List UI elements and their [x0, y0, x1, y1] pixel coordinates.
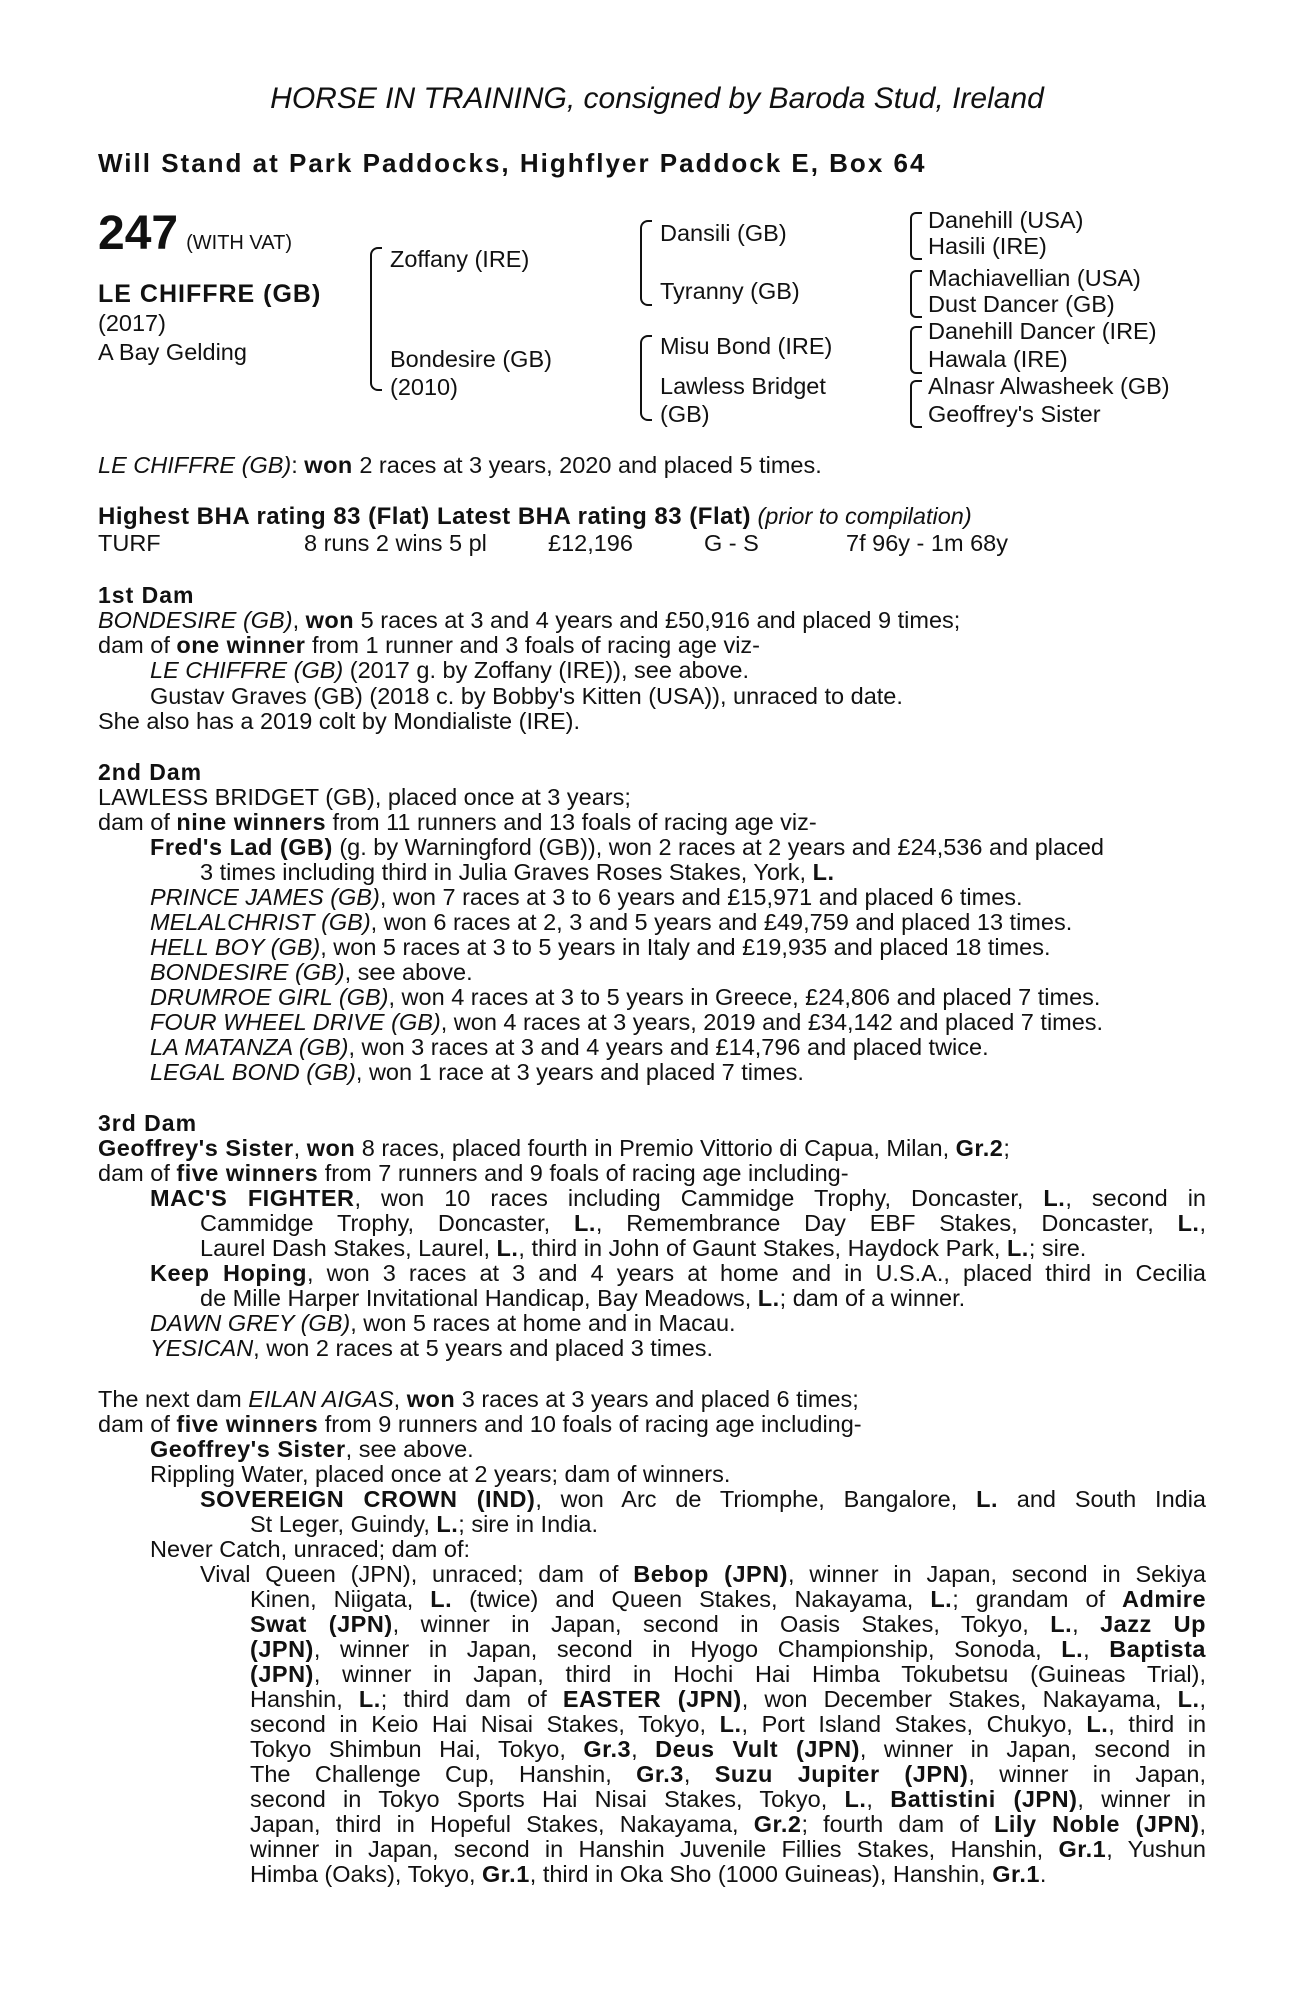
list-item: HELL BOY (GB), won 5 races at 3 to 5 years in Italy and £19,935 and placed 18 times. [150, 934, 1051, 960]
next-dam-line: Vival Queen (JPN), unraced; dam of Bebop (JPN), winner in Japan, second in Sekiya [200, 1561, 1207, 1587]
list-item: MELALCHRIST (GB), won 6 races at 2, 3 and 5 years and £49,759 and placed 13 times. [150, 909, 1073, 935]
next-dam-line: The next dam EILAN AIGAS, won 3 races at 3 years and placed 6 times; [98, 1386, 859, 1412]
horse-info [98, 280, 321, 367]
pedigree-sds: Machiavellian (USA) [928, 265, 1141, 291]
turf-record: TURF 8 runs 2 wins 5 pl £12,196 G - S 7f 96y - 1m 68y [98, 530, 1008, 556]
third-dam-line: dam of five winners from 7 runners and 9 foals of racing age including- [98, 1160, 849, 1186]
third-dam-heading: 3rd Dam [98, 1110, 198, 1136]
next-dam-line: SOVEREIGN CROWN (IND), won Arc de Triomphe, Bangalore, L. and South India [200, 1486, 1206, 1512]
next-dam-line: Swat (JPN), winner in Japan, second in Oasis Stakes, Tokyo, L., Jazz Up [250, 1611, 1206, 1637]
next-dam-line: (JPN), winner in Japan, third in Hochi Hai Himba Tokubetsu (Guineas Trial), [250, 1661, 1206, 1687]
third-dam-line: de Mille Harper Invitational Handicap, Bay Meadows, L.; dam of a winner. [200, 1285, 966, 1311]
next-dam-line: Himba (Oaks), Tokyo, Gr.1, third in Oka Sho (1000 Guineas), Hanshin, Gr.1. [250, 1861, 1047, 1887]
race-summary: LE CHIFFRE (GB): won 2 races at 3 years, 2020 and placed 5 times. [98, 452, 822, 478]
pedigree-dam-sire: Misu Bond (IRE) [660, 333, 833, 359]
next-dam-line: dam of five winners from 9 runners and 10 foals of racing age including- [98, 1411, 862, 1437]
next-dam-line: second in Keio Hai Nisai Stakes, Tokyo, L., Port Island Stakes, Chukyo, L., third in [250, 1711, 1207, 1737]
next-dam-line: (JPN), winner in Japan, second in Hyogo Championship, Sonoda, L., Baptista [250, 1636, 1206, 1662]
vat-note: (WITH VAT) [186, 232, 292, 254]
horse-year: (2017) [98, 310, 166, 336]
first-dam-line: She also has a 2019 colt by Mondialiste (IRE). [98, 708, 581, 734]
next-dam-line: Tokyo Shimbun Hai, Tokyo, Gr.3, Deus Vult (JPN), winner in Japan, second in [250, 1736, 1206, 1762]
pedigree-dss: Danehill Dancer (IRE) [928, 318, 1157, 344]
list-item: DRUMROE GIRL (GB), won 4 races at 3 to 5 years in Greece, £24,806 and placed 7 times. [150, 984, 1101, 1010]
list-item: FOUR WHEEL DRIVE (GB), won 4 races at 3 years, 2019 and £34,142 and placed 7 times. [150, 1009, 1104, 1035]
pedigree-dam-year: (2010) [390, 374, 458, 400]
pedigree-brace [910, 380, 922, 428]
next-dam-line: Never Catch, unraced; dam of: [150, 1536, 471, 1562]
second-dam-heading: 2nd Dam [98, 759, 203, 785]
pedigree-brace [370, 247, 382, 391]
lot-header [98, 206, 292, 261]
pedigree-dam-dam: Lawless Bridget [660, 373, 826, 399]
bha-rating: Highest BHA rating 83 (Flat) Latest BHA rating 83 (Flat) (prior to compilation) [98, 503, 972, 530]
pedigree-brace [910, 270, 922, 318]
horse-description: A Bay Gelding [98, 339, 247, 365]
stabling-location: Will Stand at Park Paddocks, Highflyer Paddock E, Box 64 [98, 148, 927, 178]
pedigree-sire-dam: Tyranny (GB) [660, 278, 800, 304]
list-item: BONDESIRE (GB), see above. [150, 959, 473, 985]
list-item: LA MATANZA (GB), won 3 races at 3 and 4 years and £14,796 and placed twice. [150, 1034, 989, 1060]
pedigree-brace [910, 212, 922, 260]
list-item: PRINCE JAMES (GB), won 7 races at 3 to 6 years and £15,971 and placed 6 times. [150, 884, 1023, 910]
first-dam-line: dam of one winner from 1 runner and 3 foals of racing age viz- [98, 632, 760, 658]
third-dam-line: YESICAN, won 2 races at 5 years and placed 3 times. [150, 1335, 713, 1361]
pedigree-brace [910, 326, 922, 374]
pedigree-sire: Zoffany (IRE) [390, 246, 530, 272]
next-dam-line: second in Tokyo Sports Hai Nisai Stakes, Tokyo, L., Battistini (JPN), winner in [250, 1786, 1206, 1812]
first-dam-heading: 1st Dam [98, 582, 195, 608]
third-dam-line: Geoffrey's Sister, won 8 races, placed fourth in Premio Vittorio di Capua, Milan, Gr.2; [98, 1135, 1010, 1161]
pedigree-sdd: Dust Dancer (GB) [928, 291, 1115, 317]
next-dam-line: winner in Japan, second in Hanshin Juvenile Fillies Stakes, Hanshin, Gr.1, Yushun [250, 1836, 1206, 1862]
first-dam-line: Gustav Graves (GB) (2018 c. by Bobby's Kitten (USA)), unraced to date. [150, 683, 903, 709]
catalogue-title: HORSE IN TRAINING, consigned by Baroda Stud, Ireland [270, 82, 1044, 115]
lot-number: 247 [98, 207, 179, 260]
second-dam-line: dam of nine winners from 11 runners and 13 foals of racing age viz- [98, 809, 817, 835]
pedigree-dsd: Hawala (IRE) [928, 346, 1068, 372]
pedigree-brace [640, 220, 652, 306]
list-item: LEGAL BOND (GB), won 1 race at 3 years and placed 7 times. [150, 1059, 804, 1085]
next-dam-line: St Leger, Guindy, L.; sire in India. [250, 1511, 599, 1537]
first-dam-line: LE CHIFFRE (GB) (2017 g. by Zoffany (IRE)), see above. [150, 657, 750, 683]
third-dam-line: MAC'S FIGHTER, won 10 races including Cammidge Trophy, Doncaster, L., second in [150, 1185, 1206, 1211]
third-dam-line: Keep Hoping, won 3 races at 3 and 4 years at home and in U.S.A., placed third in Cecilia [150, 1260, 1206, 1286]
third-dam-line: Laurel Dash Stakes, Laurel, L., third in John of Gaunt Stakes, Haydock Park, L.; sire. [200, 1235, 1087, 1261]
next-dam-line: The Challenge Cup, Hanshin, Gr.3, Suzu Jupiter (JPN), winner in Japan, [250, 1761, 1206, 1787]
next-dam-line: Japan, third in Hopeful Stakes, Nakayama, Gr.2; fourth dam of Lily Noble (JPN), [250, 1811, 1207, 1837]
third-dam-line: Cammidge Trophy, Doncaster, L., Remembrance Day EBF Stakes, Doncaster, L., [200, 1210, 1206, 1236]
first-dam-line: BONDESIRE (GB), won 5 races at 3 and 4 years and £50,916 and placed 9 times; [98, 607, 961, 633]
pedigree-dam-dam-country: (GB) [660, 401, 710, 427]
second-dam-line: Fred's Lad (GB) (g. by Warningford (GB)), won 2 races at 2 years and £24,536 and placed [150, 834, 1104, 860]
second-dam-line: 3 times including third in Julia Graves Roses Stakes, York, L. [200, 859, 835, 885]
third-dam-line: DAWN GREY (GB), won 5 races at home and in Macau. [150, 1310, 736, 1336]
pedigree-dam: Bondesire (GB) [390, 346, 552, 372]
pedigree-dds: Alnasr Alwasheek (GB) [928, 373, 1170, 399]
pedigree-ssd: Hasili (IRE) [928, 233, 1047, 259]
next-dam-line: Rippling Water, placed once at 2 years; dam of winners. [150, 1461, 731, 1487]
next-dam-line: Kinen, Niigata, L. (twice) and Queen Stakes, Nakayama, L.; grandam of Admire [250, 1586, 1207, 1612]
pedigree-sire-sire: Dansili (GB) [660, 220, 787, 246]
next-dam-line: Hanshin, L.; third dam of EASTER (JPN), won December Stakes, Nakayama, L., [250, 1686, 1207, 1712]
pedigree-sss: Danehill (USA) [928, 207, 1084, 233]
pedigree-ddd: Geoffrey's Sister [928, 401, 1101, 427]
pedigree-brace [640, 335, 652, 421]
second-dam-line: LAWLESS BRIDGET (GB), placed once at 3 years; [98, 784, 631, 810]
horse-name: LE CHIFFRE (GB) [98, 280, 322, 308]
next-dam-line: Geoffrey's Sister, see above. [150, 1436, 474, 1462]
